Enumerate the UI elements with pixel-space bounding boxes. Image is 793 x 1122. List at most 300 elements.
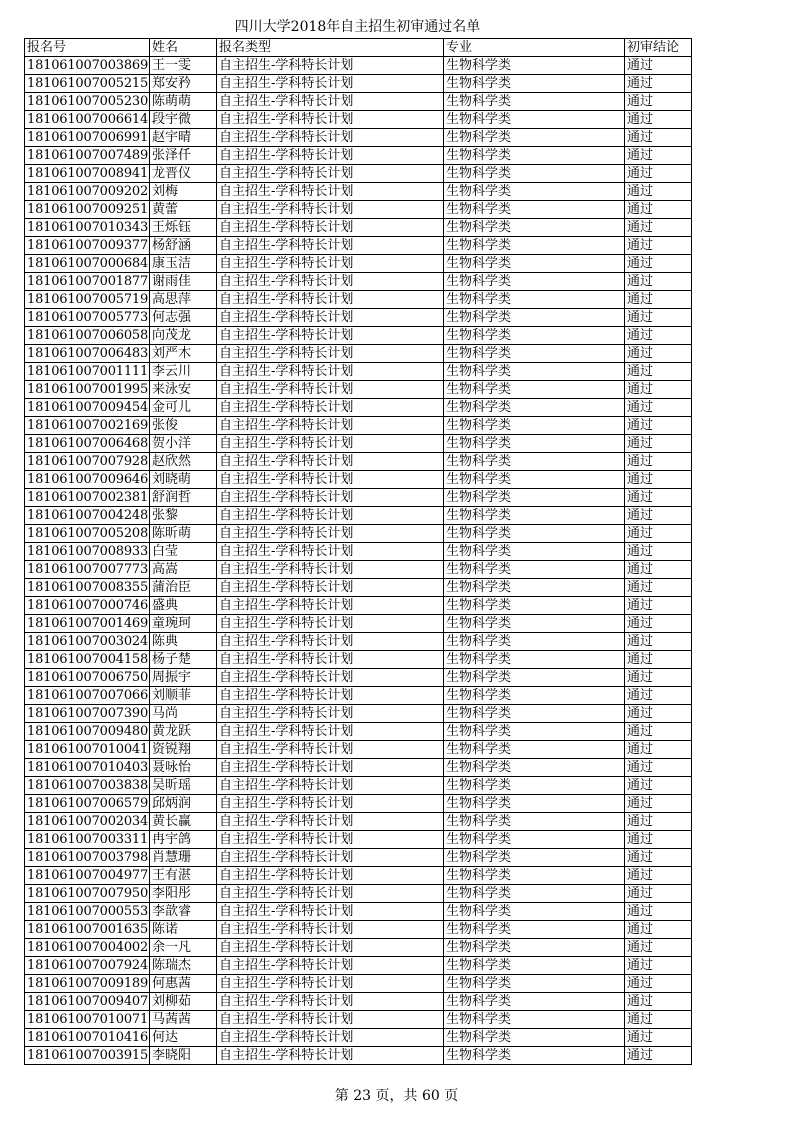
major-cell: 生物科学类 [444,723,625,741]
review-result-cell: 通过 [625,561,692,579]
major-cell: 生物科学类 [444,525,625,543]
major-cell: 生物科学类 [444,759,625,777]
major-cell: 生物科学类 [444,219,625,237]
registration-number-cell: 181061007006750 [25,669,150,687]
student-name-cell: 郑安矜 [150,75,217,93]
student-name-cell: 冉宇鸽 [150,831,217,849]
registration-number-cell: 181061007009454 [25,399,150,417]
application-type-cell: 自主招生-学科特长计划 [217,705,444,723]
major-cell: 生物科学类 [444,975,625,993]
application-type-cell: 自主招生-学科特长计划 [217,309,444,327]
student-name-cell: 张俊 [150,417,217,435]
application-type-cell: 自主招生-学科特长计划 [217,597,444,615]
student-name-cell: 刘晓萌 [150,471,217,489]
table-row [25,795,692,813]
major-cell: 生物科学类 [444,849,625,867]
registration-number-cell: 181061007010416 [25,1029,150,1047]
application-type-cell: 自主招生-学科特长计划 [217,291,444,309]
major-cell: 生物科学类 [444,129,625,147]
major-cell: 生物科学类 [444,867,625,885]
registration-number-cell: 181061007006614 [25,111,150,129]
major-cell: 生物科学类 [444,885,625,903]
student-name-cell: 何志强 [150,309,217,327]
review-result-cell: 通过 [625,525,692,543]
application-type-cell: 自主招生-学科特长计划 [217,543,444,561]
table-row [25,579,692,597]
table-row [25,111,692,129]
review-result-cell: 通过 [625,813,692,831]
application-type-cell: 自主招生-学科特长计划 [217,957,444,975]
review-result-cell: 通过 [625,867,692,885]
review-result-cell: 通过 [625,579,692,597]
table-row [25,993,692,1011]
application-type-cell: 自主招生-学科特长计划 [217,831,444,849]
column-header-review-result: 初审结论 [625,39,692,57]
table-row [25,597,692,615]
student-name-cell: 杨舒涵 [150,237,217,255]
table-row [25,975,692,993]
student-name-cell: 邱炳润 [150,795,217,813]
application-type-cell: 自主招生-学科特长计划 [217,435,444,453]
table-row [25,435,692,453]
review-result-cell: 通过 [625,993,692,1011]
student-name-cell: 何惠茜 [150,975,217,993]
student-name-cell: 陈昕萌 [150,525,217,543]
application-type-cell: 自主招生-学科特长计划 [217,525,444,543]
review-result-cell: 通过 [625,885,692,903]
application-type-cell: 自主招生-学科特长计划 [217,57,444,75]
table-row [25,759,692,777]
registration-number-cell: 181061007000746 [25,597,150,615]
table-row [25,615,692,633]
application-type-cell: 自主招生-学科特长计划 [217,849,444,867]
major-cell: 生物科学类 [444,561,625,579]
table-row [25,93,692,111]
review-result-cell: 通过 [625,75,692,93]
table-row [25,669,692,687]
major-cell: 生物科学类 [444,597,625,615]
student-name-cell: 向茂龙 [150,327,217,345]
review-result-cell: 通过 [625,759,692,777]
application-type-cell: 自主招生-学科特长计划 [217,1047,444,1065]
column-header-application-type: 报名类型 [217,39,444,57]
major-cell: 生物科学类 [444,1047,625,1065]
table-row [25,345,692,363]
student-name-cell: 贺小洋 [150,435,217,453]
student-name-cell: 吴昕瑶 [150,777,217,795]
registration-number-cell: 181061007005230 [25,93,150,111]
review-result-cell: 通过 [625,273,692,291]
application-type-cell: 自主招生-学科特长计划 [217,579,444,597]
student-name-cell: 龙晋仪 [150,165,217,183]
registration-number-cell: 181061007005773 [25,309,150,327]
major-cell: 生物科学类 [444,435,625,453]
column-header-major: 专业 [444,39,625,57]
table-row [25,75,692,93]
table-row [25,633,692,651]
application-type-cell: 自主招生-学科特长计划 [217,813,444,831]
student-name-cell: 聂咏怡 [150,759,217,777]
major-cell: 生物科学类 [444,471,625,489]
review-result-cell: 通过 [625,687,692,705]
application-type-cell: 自主招生-学科特长计划 [217,795,444,813]
major-cell: 生物科学类 [444,381,625,399]
major-cell: 生物科学类 [444,363,625,381]
table-row [25,1029,692,1047]
registration-number-cell: 181061007009202 [25,183,150,201]
student-name-cell: 杨子楚 [150,651,217,669]
application-type-cell: 自主招生-学科特长计划 [217,183,444,201]
column-header-name: 姓名 [150,39,217,57]
registration-number-cell: 181061007009377 [25,237,150,255]
registration-number-cell: 181061007009407 [25,993,150,1011]
application-type-cell: 自主招生-学科特长计划 [217,759,444,777]
application-type-cell: 自主招生-学科特长计划 [217,669,444,687]
table-row [25,723,692,741]
application-type-cell: 自主招生-学科特长计划 [217,471,444,489]
major-cell: 生物科学类 [444,1011,625,1029]
application-type-cell: 自主招生-学科特长计划 [217,93,444,111]
major-cell: 生物科学类 [444,795,625,813]
major-cell: 生物科学类 [444,813,625,831]
review-result-cell: 通过 [625,507,692,525]
registration-number-cell: 181061007006483 [25,345,150,363]
major-cell: 生物科学类 [444,75,625,93]
application-type-cell: 自主招生-学科特长计划 [217,273,444,291]
major-cell: 生物科学类 [444,687,625,705]
student-name-cell: 黄龙跃 [150,723,217,741]
registration-number-cell: 181061007001635 [25,921,150,939]
registration-number-cell: 181061007006579 [25,795,150,813]
registration-number-cell: 181061007007066 [25,687,150,705]
application-type-cell: 自主招生-学科特长计划 [217,723,444,741]
table-row [25,255,692,273]
major-cell: 生物科学类 [444,165,625,183]
review-result-cell: 通过 [625,327,692,345]
review-result-cell: 通过 [625,57,692,75]
review-result-cell: 通过 [625,129,692,147]
major-cell: 生物科学类 [444,1029,625,1047]
student-name-cell: 陈萌萌 [150,93,217,111]
major-cell: 生物科学类 [444,507,625,525]
registration-number-cell: 181061007001111 [25,363,150,381]
registration-number-cell: 181061007002381 [25,489,150,507]
student-name-cell: 康玉洁 [150,255,217,273]
major-cell: 生物科学类 [444,57,625,75]
review-result-cell: 通过 [625,363,692,381]
admission-roster-table [24,38,692,1065]
review-result-cell: 通过 [625,669,692,687]
application-type-cell: 自主招生-学科特长计划 [217,147,444,165]
application-type-cell: 自主招生-学科特长计划 [217,219,444,237]
table-row [25,741,692,759]
review-result-cell: 通过 [625,615,692,633]
registration-number-cell: 181061007007950 [25,885,150,903]
application-type-cell: 自主招生-学科特长计划 [217,885,444,903]
review-result-cell: 通过 [625,1011,692,1029]
major-cell: 生物科学类 [444,327,625,345]
registration-number-cell: 181061007004248 [25,507,150,525]
major-cell: 生物科学类 [444,993,625,1011]
student-name-cell: 李晓阳 [150,1047,217,1065]
table-row [25,201,692,219]
registration-number-cell: 181061007006468 [25,435,150,453]
review-result-cell: 通过 [625,471,692,489]
review-result-cell: 通过 [625,741,692,759]
registration-number-cell: 181061007003838 [25,777,150,795]
table-row [25,291,692,309]
registration-number-cell: 181061007009251 [25,201,150,219]
application-type-cell: 自主招生-学科特长计划 [217,507,444,525]
student-name-cell: 赵宇晴 [150,129,217,147]
table-row [25,849,692,867]
registration-number-cell: 181061007005215 [25,75,150,93]
review-result-cell: 通过 [625,399,692,417]
review-result-cell: 通过 [625,939,692,957]
table-row [25,219,692,237]
review-result-cell: 通过 [625,831,692,849]
application-type-cell: 自主招生-学科特长计划 [217,867,444,885]
column-header-registration-number: 报名号 [25,39,150,57]
review-result-cell: 通过 [625,597,692,615]
table-row [25,561,692,579]
review-result-cell: 通过 [625,183,692,201]
major-cell: 生物科学类 [444,777,625,795]
student-name-cell: 谢雨佳 [150,273,217,291]
student-name-cell: 何达 [150,1029,217,1047]
student-name-cell: 王有湛 [150,867,217,885]
table-row [25,921,692,939]
table-row [25,525,692,543]
registration-number-cell: 181061007003915 [25,1047,150,1065]
major-cell: 生物科学类 [444,579,625,597]
major-cell: 生物科学类 [444,957,625,975]
student-name-cell: 盛典 [150,597,217,615]
table-row [25,57,692,75]
review-result-cell: 通过 [625,705,692,723]
student-name-cell: 陈瑞杰 [150,957,217,975]
application-type-cell: 自主招生-学科特长计划 [217,417,444,435]
table-row [25,453,692,471]
review-result-cell: 通过 [625,903,692,921]
review-result-cell: 通过 [625,291,692,309]
table-row [25,705,692,723]
table-row [25,309,692,327]
table-row [25,471,692,489]
registration-number-cell: 181061007007924 [25,957,150,975]
review-result-cell: 通过 [625,111,692,129]
major-cell: 生物科学类 [444,399,625,417]
student-name-cell: 高思萍 [150,291,217,309]
registration-number-cell: 181061007009646 [25,471,150,489]
student-name-cell: 张黎 [150,507,217,525]
student-name-cell: 周振宇 [150,669,217,687]
application-type-cell: 自主招生-学科特长计划 [217,237,444,255]
review-result-cell: 通过 [625,453,692,471]
registration-number-cell: 181061007007773 [25,561,150,579]
registration-number-cell: 181061007005719 [25,291,150,309]
major-cell: 生物科学类 [444,453,625,471]
registration-number-cell: 181061007010071 [25,1011,150,1029]
student-name-cell: 白莹 [150,543,217,561]
application-type-cell: 自主招生-学科特长计划 [217,615,444,633]
major-cell: 生物科学类 [444,921,625,939]
application-type-cell: 自主招生-学科特长计划 [217,1029,444,1047]
student-name-cell: 黄长赢 [150,813,217,831]
table-row [25,237,692,255]
application-type-cell: 自主招生-学科特长计划 [217,129,444,147]
table-row [25,417,692,435]
application-type-cell: 自主招生-学科特长计划 [217,777,444,795]
student-name-cell: 肖慧珊 [150,849,217,867]
major-cell: 生物科学类 [444,111,625,129]
table-body [25,57,692,1065]
review-result-cell: 通过 [625,219,692,237]
application-type-cell: 自主招生-学科特长计划 [217,975,444,993]
registration-number-cell: 181061007010343 [25,219,150,237]
major-cell: 生物科学类 [444,201,625,219]
registration-number-cell: 181061007003024 [25,633,150,651]
table-row [25,327,692,345]
table-row [25,399,692,417]
student-name-cell: 王烁钰 [150,219,217,237]
table-row [25,381,692,399]
review-result-cell: 通过 [625,921,692,939]
registration-number-cell: 181061007001995 [25,381,150,399]
major-cell: 生物科学类 [444,615,625,633]
major-cell: 生物科学类 [444,741,625,759]
registration-number-cell: 181061007004158 [25,651,150,669]
major-cell: 生物科学类 [444,255,625,273]
student-name-cell: 童琬珂 [150,615,217,633]
student-name-cell: 金可儿 [150,399,217,417]
table-row [25,777,692,795]
major-cell: 生物科学类 [444,939,625,957]
review-result-cell: 通过 [625,489,692,507]
table-row [25,147,692,165]
application-type-cell: 自主招生-学科特长计划 [217,201,444,219]
registration-number-cell: 181061007010403 [25,759,150,777]
major-cell: 生物科学类 [444,291,625,309]
major-cell: 生物科学类 [444,651,625,669]
application-type-cell: 自主招生-学科特长计划 [217,399,444,417]
application-type-cell: 自主招生-学科特长计划 [217,453,444,471]
review-result-cell: 通过 [625,975,692,993]
registration-number-cell: 181061007005208 [25,525,150,543]
review-result-cell: 通过 [625,417,692,435]
major-cell: 生物科学类 [444,93,625,111]
application-type-cell: 自主招生-学科特长计划 [217,75,444,93]
review-result-cell: 通过 [625,93,692,111]
student-name-cell: 刘顺菲 [150,687,217,705]
review-result-cell: 通过 [625,633,692,651]
review-result-cell: 通过 [625,381,692,399]
major-cell: 生物科学类 [444,309,625,327]
application-type-cell: 自主招生-学科特长计划 [217,165,444,183]
review-result-cell: 通过 [625,957,692,975]
student-name-cell: 刘严木 [150,345,217,363]
registration-number-cell: 181061007006058 [25,327,150,345]
application-type-cell: 自主招生-学科特长计划 [217,651,444,669]
major-cell: 生物科学类 [444,183,625,201]
major-cell: 生物科学类 [444,237,625,255]
table-row [25,957,692,975]
application-type-cell: 自主招生-学科特长计划 [217,633,444,651]
review-result-cell: 通过 [625,651,692,669]
table-row [25,507,692,525]
table-row [25,543,692,561]
review-result-cell: 通过 [625,255,692,273]
major-cell: 生物科学类 [444,705,625,723]
student-name-cell: 刘柳茹 [150,993,217,1011]
major-cell: 生物科学类 [444,543,625,561]
table-row [25,129,692,147]
application-type-cell: 自主招生-学科特长计划 [217,903,444,921]
application-type-cell: 自主招生-学科特长计划 [217,381,444,399]
table-row [25,831,692,849]
application-type-cell: 自主招生-学科特长计划 [217,111,444,129]
review-result-cell: 通过 [625,435,692,453]
review-result-cell: 通过 [625,777,692,795]
registration-number-cell: 181061007008941 [25,165,150,183]
review-result-cell: 通过 [625,1029,692,1047]
registration-number-cell: 181061007006991 [25,129,150,147]
review-result-cell: 通过 [625,849,692,867]
student-name-cell: 舒润哲 [150,489,217,507]
student-name-cell: 张泽仟 [150,147,217,165]
review-result-cell: 通过 [625,147,692,165]
student-name-cell: 黄蕾 [150,201,217,219]
student-name-cell: 余一凡 [150,939,217,957]
page-title: 四川大学2018年自主招生初审通过名单 [234,19,481,35]
review-result-cell: 通过 [625,543,692,561]
major-cell: 生物科学类 [444,273,625,291]
major-cell: 生物科学类 [444,669,625,687]
review-result-cell: 通过 [625,723,692,741]
student-name-cell: 资锐翔 [150,741,217,759]
table-row [25,1011,692,1029]
major-cell: 生物科学类 [444,417,625,435]
table-row [25,165,692,183]
registration-number-cell: 181061007000553 [25,903,150,921]
student-name-cell: 刘梅 [150,183,217,201]
application-type-cell: 自主招生-学科特长计划 [217,1011,444,1029]
review-result-cell: 通过 [625,165,692,183]
student-name-cell: 马茜茜 [150,1011,217,1029]
application-type-cell: 自主招生-学科特长计划 [217,363,444,381]
registration-number-cell: 181061007000684 [25,255,150,273]
review-result-cell: 通过 [625,795,692,813]
table-row [25,939,692,957]
student-name-cell: 马尚 [150,705,217,723]
application-type-cell: 自主招生-学科特长计划 [217,687,444,705]
table-row [25,363,692,381]
registration-number-cell: 181061007008933 [25,543,150,561]
student-name-cell: 李云川 [150,363,217,381]
application-type-cell: 自主招生-学科特长计划 [217,939,444,957]
table-row [25,183,692,201]
student-name-cell: 蒲治臣 [150,579,217,597]
registration-number-cell: 181061007007928 [25,453,150,471]
registration-number-cell: 181061007003798 [25,849,150,867]
review-result-cell: 通过 [625,237,692,255]
registration-number-cell: 181061007007390 [25,705,150,723]
registration-number-cell: 181061007008355 [25,579,150,597]
application-type-cell: 自主招生-学科特长计划 [217,489,444,507]
registration-number-cell: 181061007004002 [25,939,150,957]
student-name-cell: 来泳安 [150,381,217,399]
table-row [25,651,692,669]
